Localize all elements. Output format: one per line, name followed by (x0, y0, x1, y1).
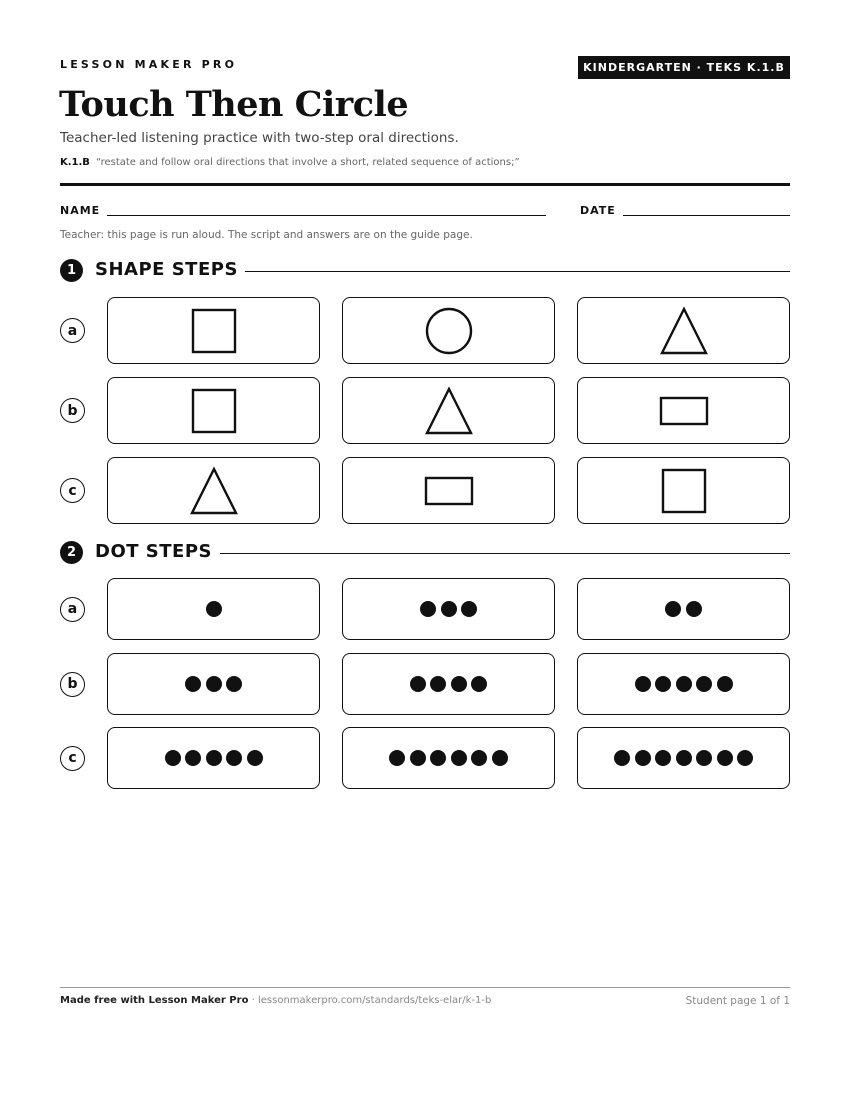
dot (430, 750, 446, 766)
brand-name: LESSON MAKER PRO (60, 58, 238, 71)
dot-group (609, 601, 759, 617)
grade-standard-badge: KINDERGARTEN · TEKS K.1.B (578, 56, 790, 79)
dot (461, 601, 477, 617)
dot (206, 676, 222, 692)
rectangle-shape-icon (424, 466, 474, 516)
row-letter-c: c (60, 478, 85, 503)
dot (696, 676, 712, 692)
dot (420, 601, 436, 617)
row-letter-b: b (60, 672, 85, 697)
date-field[interactable] (623, 215, 790, 216)
header-rule (60, 183, 790, 186)
triangle-shape-icon (659, 306, 709, 356)
dot (717, 676, 733, 692)
triangle-shape-icon (424, 386, 474, 436)
dot (165, 750, 181, 766)
answer-card[interactable] (577, 653, 790, 715)
answer-card[interactable] (107, 727, 320, 789)
dot-group (374, 601, 524, 617)
dot-group (139, 750, 289, 766)
footer-page-number: Student page 1 of 1 (685, 995, 790, 1007)
triangle-shape-icon (189, 466, 239, 516)
square-shape-icon (189, 306, 239, 356)
dot (389, 750, 405, 766)
dot-group (139, 676, 289, 692)
dot (410, 750, 426, 766)
dot-group (609, 676, 759, 692)
square-shape-icon (659, 466, 709, 516)
dot (717, 750, 733, 766)
footer-rule (60, 987, 790, 988)
dot-group (374, 676, 524, 692)
standard-text: “restate and follow oral directions that involve a short, related sequence of actions;” (95, 157, 520, 168)
name-field[interactable] (107, 215, 546, 216)
answer-card[interactable] (342, 457, 555, 524)
answer-card[interactable] (577, 727, 790, 789)
dot (185, 676, 201, 692)
dot (471, 676, 487, 692)
section-2-title: DOT STEPS (95, 541, 212, 562)
answer-card[interactable] (107, 578, 320, 640)
standard-line (60, 157, 520, 168)
answer-card[interactable] (577, 377, 790, 444)
footer-made-with: Made free with Lesson Maker Pro (60, 995, 249, 1006)
dot (686, 601, 702, 617)
square-shape-icon (189, 386, 239, 436)
answer-card[interactable] (577, 578, 790, 640)
dot (696, 750, 712, 766)
dot (206, 601, 222, 617)
footer-credit (60, 995, 491, 1006)
section-2-rule (220, 553, 790, 554)
dot (226, 750, 242, 766)
dot (206, 750, 222, 766)
dot (635, 676, 651, 692)
answer-card[interactable] (107, 377, 320, 444)
name-label: NAME (60, 204, 101, 217)
circle-shape-icon (424, 306, 474, 356)
dot (451, 750, 467, 766)
dot (410, 676, 426, 692)
answer-card[interactable] (342, 377, 555, 444)
dot (655, 676, 671, 692)
section-2-number: 2 (60, 541, 83, 564)
standard-code: K.1.B (60, 157, 90, 168)
dot-group (139, 601, 289, 617)
answer-card[interactable] (342, 578, 555, 640)
answer-card[interactable] (577, 297, 790, 364)
page-subtitle: Teacher-led listening practice with two-step oral directions. (60, 130, 459, 146)
answer-card[interactable] (342, 297, 555, 364)
page-title: Touch Then Circle (59, 84, 409, 125)
answer-card[interactable] (107, 653, 320, 715)
section-1-rule (245, 271, 790, 272)
date-label: DATE (580, 204, 616, 217)
row-letter-a: a (60, 318, 85, 343)
dot (676, 750, 692, 766)
dot-group (374, 750, 524, 766)
section-1-number: 1 (60, 259, 83, 282)
dot (676, 676, 692, 692)
footer-url: · lessonmakerpro.com/standards/teks-elar/k-1-b (248, 995, 492, 1006)
row-letter-b: b (60, 398, 85, 423)
answer-card[interactable] (342, 653, 555, 715)
row-letter-c: c (60, 746, 85, 771)
teacher-note: Teacher: this page is run aloud. The script and answers are on the guide page. (60, 229, 473, 241)
section-1-title: SHAPE STEPS (95, 259, 238, 280)
answer-card[interactable] (342, 727, 555, 789)
dot-group (609, 750, 759, 766)
dot (665, 601, 681, 617)
dot (492, 750, 508, 766)
dot (655, 750, 671, 766)
dot (737, 750, 753, 766)
row-letter-a: a (60, 597, 85, 622)
dot (430, 676, 446, 692)
dot (185, 750, 201, 766)
dot (441, 601, 457, 617)
answer-card[interactable] (107, 297, 320, 364)
rectangle-shape-icon (659, 386, 709, 436)
dot (247, 750, 263, 766)
answer-card[interactable] (107, 457, 320, 524)
dot (471, 750, 487, 766)
dot (614, 750, 630, 766)
dot (451, 676, 467, 692)
dot (226, 676, 242, 692)
answer-card[interactable] (577, 457, 790, 524)
dot (635, 750, 651, 766)
